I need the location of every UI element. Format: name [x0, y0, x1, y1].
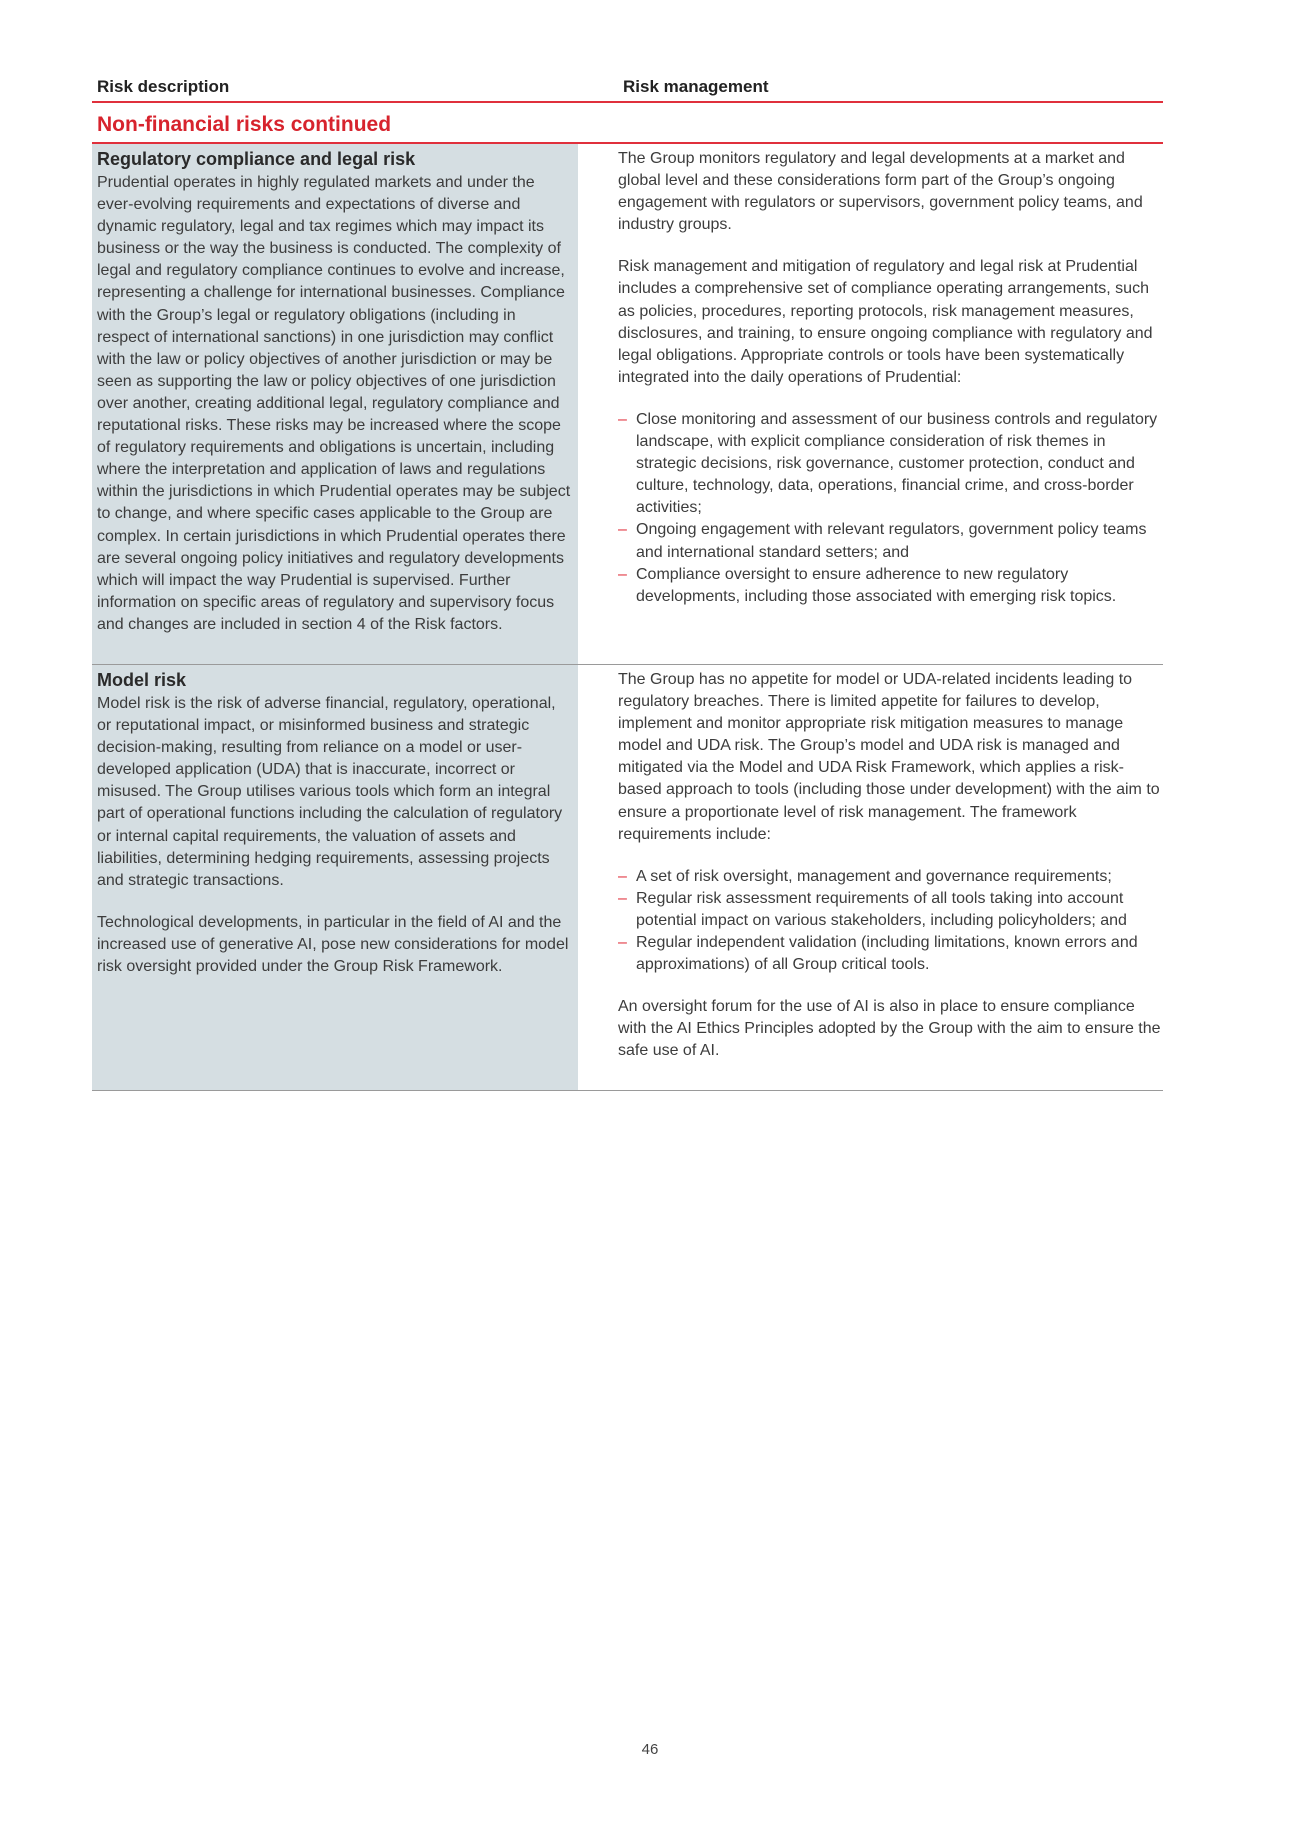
risk-description-cell — [92, 144, 578, 664]
risk-title: Regulatory compliance and legal risk — [97, 149, 416, 169]
risk-management-cell — [578, 665, 1163, 1090]
header-risk-description: Risk description — [97, 77, 230, 96]
list-item: – Regular independent validation (including limitations, known errors and approximations) of all Group critical tools. — [618, 934, 1138, 974]
risk-description-text: Model risk is the risk of adverse financial, regulatory, operational, or reputational impact, or misinformed business and strategic decision-making, resulting from reliance on a model or user-developed application (UDA) that is inaccurate, incorrect or misused. The Group utilises various tools which form an integral part of operational functions including the calculation of regulatory or internal capital requirements, the valuation of assets and liabilities, determining hedging requirements, assessing projects and strategic transactions. — [97, 695, 563, 889]
list-item: – Compliance oversight to ensure adherence to new regulatory developments, including those associated with emerging risk topics. — [618, 565, 1117, 605]
risk-table — [92, 70, 1163, 1091]
risk-title: Model risk — [97, 670, 187, 690]
table-row — [92, 665, 1163, 1091]
management-closing-paragraph: An oversight forum for the use of AI is also in place to ensure compliance with the AI Ethics Principles adopted by the Group with the aim to ensure the safe use of AI. — [618, 998, 1161, 1060]
risk-management-cell — [578, 144, 1163, 664]
column-headers — [92, 70, 1163, 103]
risk-description-text: Prudential operates in highly regulated markets and under the ever-evolving requirements and expectations of diverse and dynamic regulatory, legal and tax regimes which may impact its business or the way the business is conducted. The complexity of legal and regulatory compliance continues to evolve and increase, representing a challenge for international businesses. Compliance with the Group’s legal or regulatory obligations (including in respect of international sanctions) in one jurisdiction may conflict with the law or policy objectives of another jurisdiction or may be seen as supporting the law or policy objectives of one jurisdiction over another, creating additional legal, regulatory compliance and reputational risks. These risks may be increased where the scope of regulatory requirements and obligations is uncertain, including where the interpretation and application of laws and regulations within the jurisdictions in which Prudential operates may be subject to change, and where specific cases applicable to the Group are complex. In certain jurisdictions in which Prudential operates there are several ongoing policy initiatives and regulatory developments which will impact the way Prudential is supervised. Further information on specific areas of regulatory and supervisory focus and changes are included in section 4 of the Risk factors. — [97, 174, 571, 633]
section-title: Non-financial risks continued — [92, 103, 1163, 144]
management-paragraph: The Group monitors regulatory and legal developments at a market and global level and these considerations form part of the Group’s ongoing engagement with regulators or supervisors, government policy teams, and industry groups. — [618, 150, 1143, 234]
risk-description-text: Technological developments, in particular in the field of AI and the increased use of generative AI, pose new considerations for model risk oversight provided under the Group Risk Framework. — [97, 913, 569, 976]
management-bullet-list — [618, 866, 1163, 976]
management-paragraph: The Group has no appetite for model or UDA-related incidents leading to regulatory breaches. There is limited appetite for failures to develop, implement and monitor appropriate risk mitigation measures to manage model and UDA risk. The Group’s model and UDA risk is managed and mitigated via the Model and UDA Risk Framework, which applies a risk-based approach to tools (including those under development) with the aim to ensure a proportionate level of risk management. The framework requirements include: — [618, 671, 1160, 843]
header-risk-management: Risk management — [623, 77, 769, 96]
management-paragraph: Risk management and mitigation of regulatory and legal risk at Prudential includes a comprehensive set of compliance operating arrangements, such as policies, procedures, reporting protocols, risk management measures, disclosures, and training, to ensure ongoing compliance with regulatory and legal obligations. Appropriate controls or tools have been systematically integrated into the daily operations of Prudential: — [618, 258, 1153, 386]
risk-description-cell — [92, 665, 578, 1090]
list-item: – Ongoing engagement with relevant regulators, government policy teams and international standard setters; and — [618, 521, 1147, 561]
list-item: – Regular risk assessment requirements of all tools taking into account potential impact on various stakeholders, including policyholders; and — [618, 889, 1127, 929]
management-bullet-list — [618, 409, 1163, 608]
page-number: 46 — [641, 1741, 659, 1758]
list-item: – Close monitoring and assessment of our business controls and regulatory landscape, with explicit compliance consideration of risk themes in strategic decisions, risk governance, customer protection, conduct and culture, technology, data, operations, financial crime, and cross-border activities; — [618, 410, 1158, 517]
list-item: – A set of risk oversight, management and governance requirements; — [618, 867, 1112, 885]
table-row — [92, 144, 1163, 665]
